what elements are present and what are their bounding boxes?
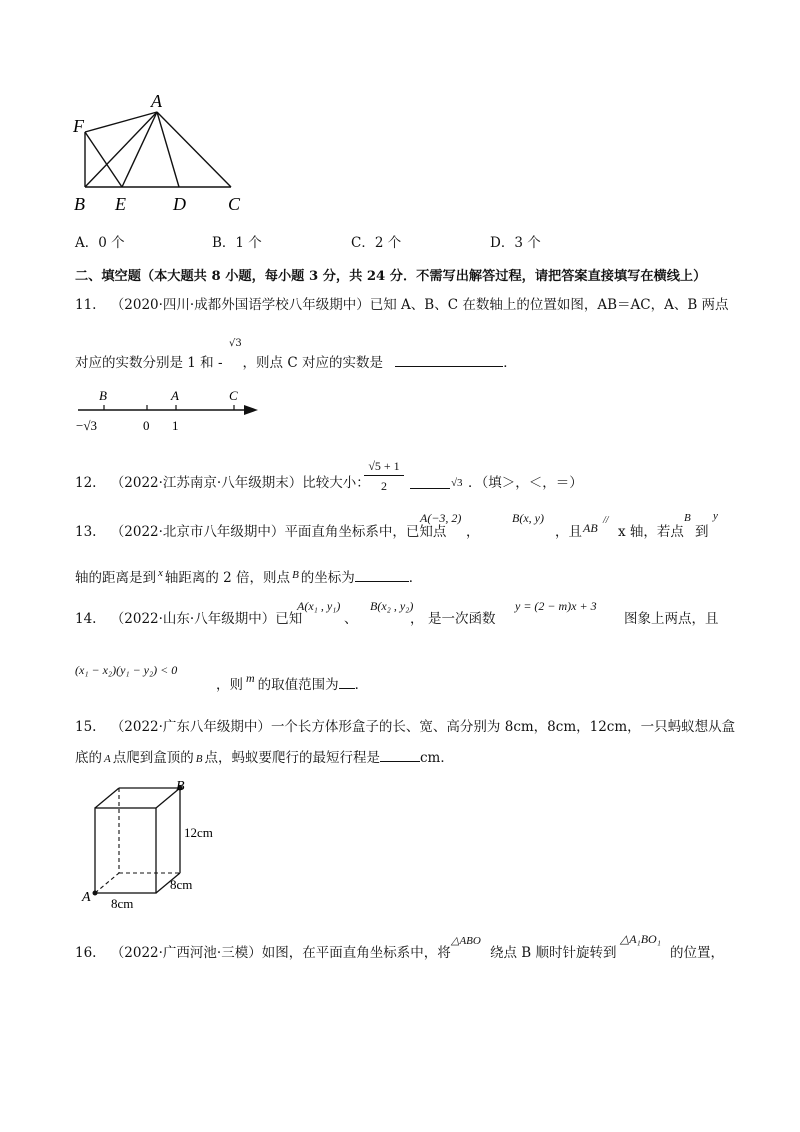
- q14-text3: 图象上两点，且: [624, 611, 719, 627]
- q13-text2: ，且: [555, 524, 582, 540]
- q13-line2-a: 轴的距离是到: [75, 570, 156, 586]
- numberline-tick-0: 0: [143, 418, 150, 433]
- q12-line: [75, 474, 370, 492]
- q13-line2-c: 的坐标为: [300, 570, 355, 586]
- q14-text5: 的取值范围为: [257, 677, 339, 693]
- q13-source: （2022·北京市八年级期中）: [110, 524, 285, 540]
- q14-text4: ，则: [216, 677, 243, 693]
- q13-text1: 平面直角坐标系中，已知点: [284, 524, 447, 540]
- q12-sqrt3: √3: [451, 477, 463, 489]
- q14-number: 14.: [75, 611, 97, 627]
- q13-parallel: //: [603, 515, 609, 526]
- numberline-tick-1: 1: [172, 418, 179, 433]
- q14-condition: (x₁ − x₂)(y₁ − y₂) < 0: [75, 663, 178, 677]
- numberline-label-B: B: [99, 388, 107, 403]
- q13-ab: AB: [583, 521, 598, 535]
- q11-text2a: 对应的实数分别是 1 和 -: [75, 355, 223, 371]
- q14-point-b: B(x₂ , y₂): [370, 599, 414, 613]
- q15-text2a: 底的: [75, 750, 102, 766]
- q13-number: 13.: [75, 524, 97, 540]
- q14-point-a: A(x₁ , y₁): [297, 599, 341, 613]
- q10-option-c: C．2 个: [351, 235, 402, 251]
- q13-to: 到: [695, 524, 709, 540]
- q14-answer-blank[interactable]: [339, 674, 355, 689]
- q15-b-label: B: [195, 753, 203, 765]
- q15-source: （2022·广东八年级期中）: [110, 719, 271, 735]
- q12-text2: ．（填＞，＜，＝）: [468, 475, 583, 491]
- cuboid-figure: [78, 774, 228, 914]
- q13-point-a: A(−3, 2): [420, 511, 462, 525]
- q11-answer-blank[interactable]: [395, 352, 503, 367]
- cuboid-depth-label: 8cm: [170, 877, 193, 892]
- number-line-figure: [74, 384, 264, 434]
- q13-end: ．: [408, 570, 423, 586]
- q14-m: m: [246, 671, 255, 685]
- q15-line2: [75, 747, 454, 768]
- q12-fraction-numerator: √5 + 1: [364, 459, 404, 476]
- q10-option-b: B．1 个: [212, 235, 262, 251]
- q15-a-label: A: [104, 753, 111, 765]
- q13-comma: ，: [466, 524, 480, 540]
- numberline-tick-neg-sqrt3: −√3: [76, 418, 97, 433]
- q16-text2: 绕点 B 顺时针旋转到: [490, 945, 617, 961]
- cuboid-width-label: 8cm: [111, 896, 134, 911]
- q12-source: （2022·江苏南京·八年级期末）: [110, 475, 303, 491]
- label-B: B: [74, 194, 85, 214]
- q11-line2: [75, 352, 517, 372]
- q13-b-label: B: [684, 512, 691, 524]
- q10-option-a: A．0 个: [75, 235, 125, 251]
- q16-number: 16.: [75, 945, 97, 961]
- cuboid-label-A: A: [82, 890, 91, 905]
- q13-line1-start: [75, 523, 446, 541]
- q15-text2d: cm．: [419, 750, 454, 766]
- q13-answer-blank[interactable]: [355, 567, 409, 582]
- q10-option-d: D．3 个: [490, 235, 541, 251]
- q11-number: 11.: [75, 297, 97, 313]
- q12-fraction: [364, 459, 404, 494]
- q15-text1: 一个长方体形盒子的长、宽、高分别为 8cm，8cm，12cm，一只蚂蚁想从盒: [270, 719, 736, 735]
- q11-source: （2020·四川·成都外国语学校八年级期中）: [110, 297, 370, 313]
- q14-text1: 已知: [275, 611, 303, 627]
- q12-number: 12.: [75, 475, 97, 491]
- q14-sep: 、: [344, 611, 358, 627]
- q11-end: ．: [503, 355, 517, 371]
- section-heading-fill-in: 二、填空题（本大题共 8 小题，每小题 3 分，共 24 分．不需写出解答过程，请把答案直接填写在横线上）: [75, 269, 707, 284]
- q14-end: ．: [354, 677, 369, 693]
- q15-line1: [75, 718, 735, 736]
- label-F: F: [73, 116, 84, 136]
- q11-text1: 已知 A、B、C 在数轴上的位置如图，AB＝AC，A、B 两点: [369, 297, 729, 313]
- numberline-label-C: C: [229, 388, 238, 403]
- label-D: D: [173, 194, 186, 214]
- q15-number: 15.: [75, 719, 97, 735]
- q11-line1: [75, 296, 729, 314]
- label-E: E: [115, 194, 126, 214]
- geometry-figure-triangle: [60, 88, 260, 216]
- q14-source: （2022·山东·八年级期中）: [110, 611, 276, 627]
- q16-text3: 的位置，: [670, 945, 724, 961]
- label-C: C: [228, 194, 241, 214]
- q16-source: （2022·广西河池·三模）: [110, 945, 262, 961]
- q14-text2: 是一次函数: [428, 611, 496, 627]
- q16-text1: 如图，在平面直角坐标系中，将: [261, 945, 451, 961]
- q14-comma: ，: [410, 611, 424, 627]
- numberline-label-A: A: [171, 388, 179, 403]
- q13-line2-b: 轴距离的 2 倍，则点: [164, 570, 291, 586]
- q11-sqrt-raised: √3: [229, 338, 242, 349]
- q13-point-b: B(x, y): [512, 511, 544, 525]
- q14-function: y = (2 − m)x + 3: [515, 599, 597, 613]
- q13-x-label: x: [158, 567, 163, 579]
- q13-y: y: [713, 510, 718, 522]
- q13-xaxis: x 轴，若点: [618, 524, 684, 540]
- q11-text2b: ，则点 C 对应的实数是: [242, 355, 383, 371]
- q12-answer-blank[interactable]: [410, 474, 450, 489]
- q13-line2: [75, 567, 422, 588]
- q14-line1-start: [75, 610, 302, 628]
- label-A: A: [151, 91, 162, 111]
- cuboid-height-label: 12cm: [184, 825, 213, 840]
- q16-triangle-a1bo1: △A₁BO₁: [620, 932, 661, 946]
- q15-text2b: 点爬到盒顶的: [112, 750, 194, 766]
- q13-b-label-2: B: [292, 569, 299, 581]
- q14-line2: [216, 671, 369, 694]
- q15-answer-blank[interactable]: [380, 747, 420, 762]
- q16-line1: [75, 944, 451, 962]
- q15-text2c: 点，蚂蚁要爬行的最短行程是: [204, 750, 380, 766]
- cuboid-label-B: B: [176, 779, 185, 794]
- q16-triangle-abo: △ABO: [451, 935, 481, 947]
- q12-fraction-denominator: 2: [381, 479, 387, 493]
- q12-text1: 比较大小：: [302, 475, 370, 491]
